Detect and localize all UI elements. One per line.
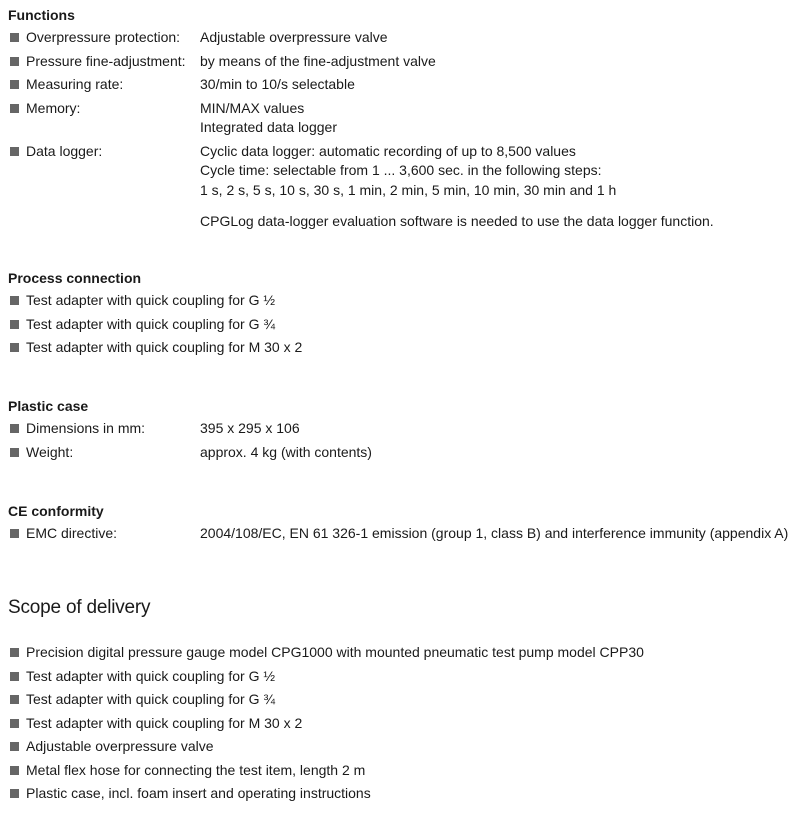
square-bullet-icon <box>10 343 19 352</box>
spec-row <box>8 443 788 463</box>
spec-label: Dimensions in mm: <box>26 420 146 436</box>
scope-of-delivery-title: Scope of delivery <box>8 597 151 618</box>
square-bullet-icon <box>10 742 19 751</box>
list-item <box>8 643 788 663</box>
square-bullet-icon <box>10 695 19 704</box>
spec-value: MIN/MAX values <box>200 99 305 116</box>
square-bullet-icon <box>10 320 19 329</box>
square-bullet-icon <box>10 33 19 42</box>
list-item <box>8 784 788 804</box>
spec-value: 30/min to 10/s selectable <box>200 76 355 92</box>
list-item <box>8 338 788 358</box>
square-bullet-icon <box>10 672 19 681</box>
list-item-text: Test adapter with quick coupling for M 30 x 2 <box>26 714 303 731</box>
spec-row <box>8 52 788 72</box>
spec-value: Integrated data logger <box>200 119 337 135</box>
spec-value: Cyclic data logger: automatic recording of up to 8,500 values <box>200 142 576 159</box>
spec-value: Cycle time: selectable from 1 ... 3,600 sec. in the following steps: <box>200 162 602 178</box>
spec-row <box>8 75 788 95</box>
functions-section <box>8 7 788 232</box>
list-item-text: Test adapter with quick coupling for G ½ <box>26 667 276 684</box>
ce-conformity-section <box>8 503 790 544</box>
spec-row <box>8 524 790 544</box>
list-item <box>8 291 788 311</box>
list-item-text: Test adapter with quick coupling for G ¾ <box>26 315 276 332</box>
square-bullet-icon <box>10 648 19 657</box>
plastic-case-title: Plastic case <box>8 398 89 414</box>
spec-label: Measuring rate: <box>26 76 124 92</box>
spec-label: EMC directive: <box>26 525 118 541</box>
ce-conformity-title: CE conformity <box>8 503 104 519</box>
list-item <box>8 667 788 687</box>
list-item-text: Test adapter with quick coupling for M 30 x 2 <box>26 339 303 355</box>
spec-label: Data logger: <box>26 142 103 159</box>
spec-row <box>8 419 788 439</box>
square-bullet-icon <box>10 424 19 433</box>
spec-row-data-logger <box>8 142 788 232</box>
list-item-text: Metal flex hose for connecting the test item, length 2 m <box>26 761 366 778</box>
spec-label: Pressure fine-adjustment: <box>26 52 186 69</box>
process-connection-section <box>8 270 788 358</box>
process-connection-title: Process connection <box>8 270 142 286</box>
data-logger-note: CPGLog data-logger evaluation software is needed to use the data logger function. <box>200 213 714 229</box>
list-item <box>8 761 788 781</box>
list-item-text: Plastic case, incl. foam insert and operating instructions <box>26 785 371 801</box>
spec-value: 2004/108/EC, EN 61 326-1 emission (group 1, class B) and interference immunity (appendix A) <box>200 525 789 541</box>
list-item <box>8 690 788 710</box>
list-item-text: Test adapter with quick coupling for G ¾ <box>26 691 276 707</box>
scope-of-delivery-section <box>8 597 788 804</box>
functions-title: Functions <box>8 7 75 23</box>
list-item-text: Precision digital pressure gauge model CPG1000 with mounted pneumatic test pump model CPP30 <box>26 644 644 660</box>
square-bullet-icon <box>10 296 19 305</box>
spec-label: Memory: <box>26 99 81 116</box>
square-bullet-icon <box>10 57 19 66</box>
square-bullet-icon <box>10 80 19 89</box>
square-bullet-icon <box>10 104 19 113</box>
spec-value: 1 s, 2 s, 5 s, 10 s, 30 s, 1 min, 2 min, 5 min, 10 min, 30 min and 1 h <box>200 181 617 198</box>
list-item <box>8 737 788 757</box>
square-bullet-icon <box>10 719 19 728</box>
list-item <box>8 714 788 734</box>
square-bullet-icon <box>10 529 19 538</box>
list-item-text: Test adapter with quick coupling for G ½ <box>26 292 276 308</box>
spec-label: Weight: <box>26 443 74 460</box>
spec-value: approx. 4 kg (with contents) <box>200 443 372 460</box>
spec-label: Overpressure protection: <box>26 29 181 45</box>
list-item <box>8 315 788 335</box>
square-bullet-icon <box>10 789 19 798</box>
plastic-case-section <box>8 398 788 462</box>
square-bullet-icon <box>10 766 19 775</box>
spec-value: by means of the fine-adjustment valve <box>200 52 436 69</box>
spec-row <box>8 28 788 48</box>
square-bullet-icon <box>10 448 19 457</box>
spec-value: Adjustable overpressure valve <box>200 29 388 45</box>
spec-row-memory <box>8 99 788 138</box>
square-bullet-icon <box>10 147 19 156</box>
spec-value: 395 x 295 x 106 <box>200 420 300 436</box>
list-item-text: Adjustable overpressure valve <box>26 738 214 754</box>
